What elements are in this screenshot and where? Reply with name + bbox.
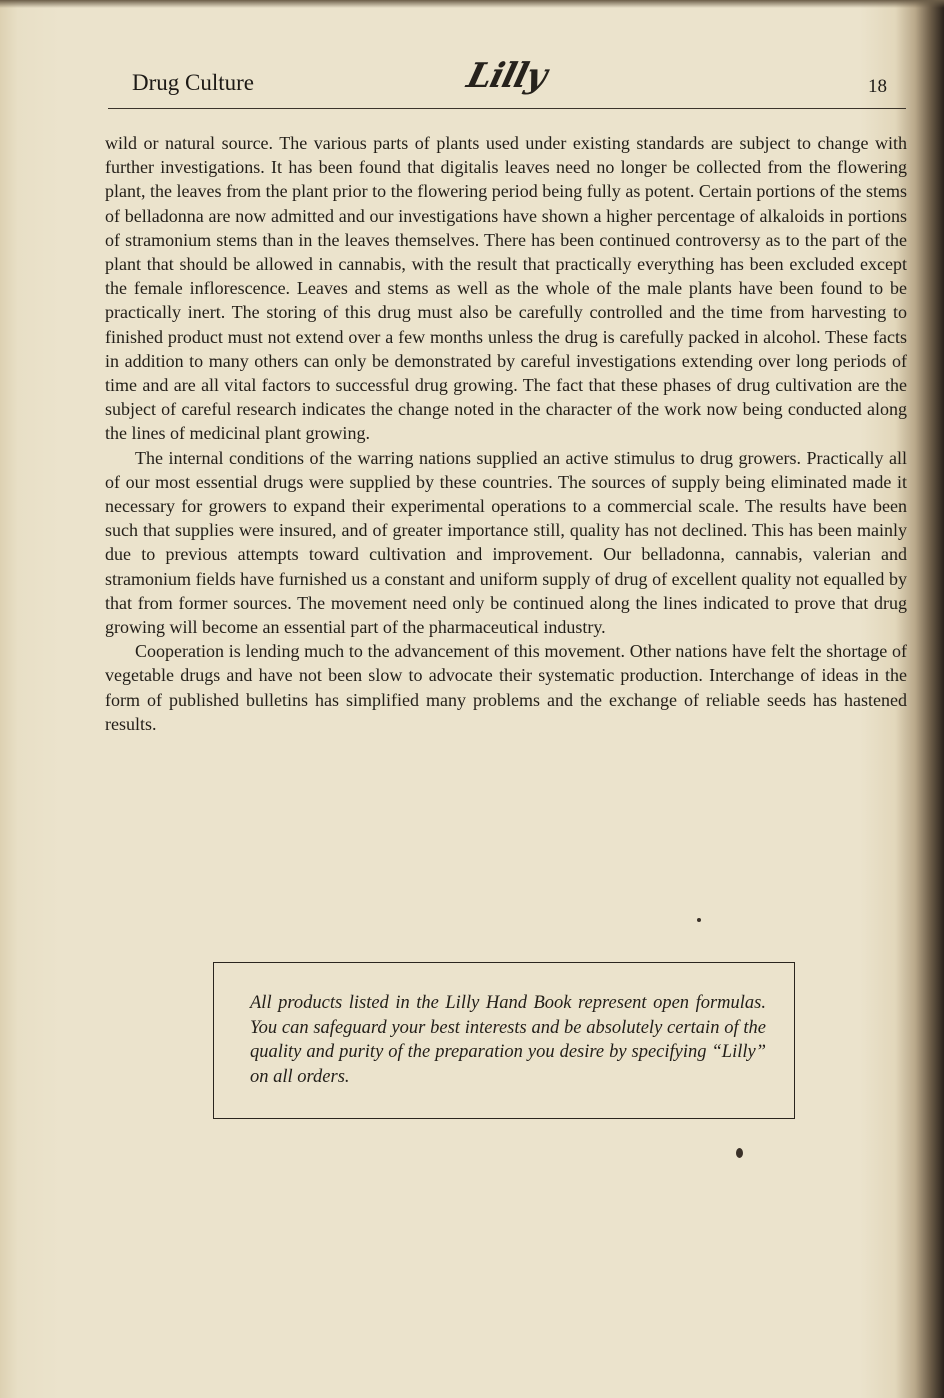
body-text (105, 131, 907, 736)
paragraph: Cooperation is lending much to the advancement of this movement. Other nations have felt the shortage of vegetable drugs and have not been slow to advocate their systematic production. Interchange of ideas in the form of published bulletins has simplified many problems and the exchange of reliable seeds has hastened results. (105, 641, 907, 734)
page-header (106, 56, 906, 110)
notice-box (213, 962, 795, 1119)
notice-text: All products listed in the Lilly Hand Book represent open formulas. You can safeguard your best interests and be absolutely certain of the quality and purity of the preparation you desire by specifying “Lilly” on all orders. (250, 993, 766, 1087)
paragraph: The internal conditions of the warring nations supplied an active stimulus to drug growers. Practically all of our most essential drugs were supplied by these countries. The sources of supply being eliminated made it necessary for growers to expand their experimental operations to a commercial scale. The results have been such that supplies were insured, and of greater importance still, quality has not declined. This has been mainly due to previous attempts toward cultivation and improvement. Our belladonna, cannabis, valerian and stramonium fields have furnished us a constant and uniform supply of drug of excellent quality not equalled by that from former sources. The movement need only be continued along the lines indicated to prove that drug growing will become an essential part of the pharmaceutical industry. (105, 447, 907, 638)
header-rule (108, 108, 906, 109)
paragraph: wild or natural source. The various parts of plants used under existing standards are subject to change with further investigations. It has been found that digitalis leaves need no longer be collected from the flowering plant, the leaves from the plant prior to the flowering period being fully as potent. Certain portions of the stems of belladonna are now admitted and our investigations have shown a higher percentage of alkaloids in portions of stramonium stems than in the leaves themselves. There has been continued controversy as to the part of the plant that should be allowed in cannabis, with the result that practically everything has been excluded except the female inflorescence. Leaves and stems as well as the whole of the male plants have been found to be practically inert. The storing of this drug must also be carefully controlled and the time from harvesting to finished product must not extend over a few months unless the drug is carefully packed in alcohol. These facts in addition to many others can only be demonstrated by careful investigations extending over long periods of time and are all vital factors to successful drug growing. The fact that these phases of drug cultivation are the subject of careful research indicates the change noted in the character of the work now being conducted along the lines of medicinal plant growing. (105, 133, 907, 444)
paper-speck (736, 1148, 743, 1158)
lilly-logo: Lilly (463, 56, 551, 96)
paper-speck (697, 918, 701, 922)
section-title: Drug Culture (132, 70, 255, 95)
page-number: 18 (868, 76, 887, 97)
